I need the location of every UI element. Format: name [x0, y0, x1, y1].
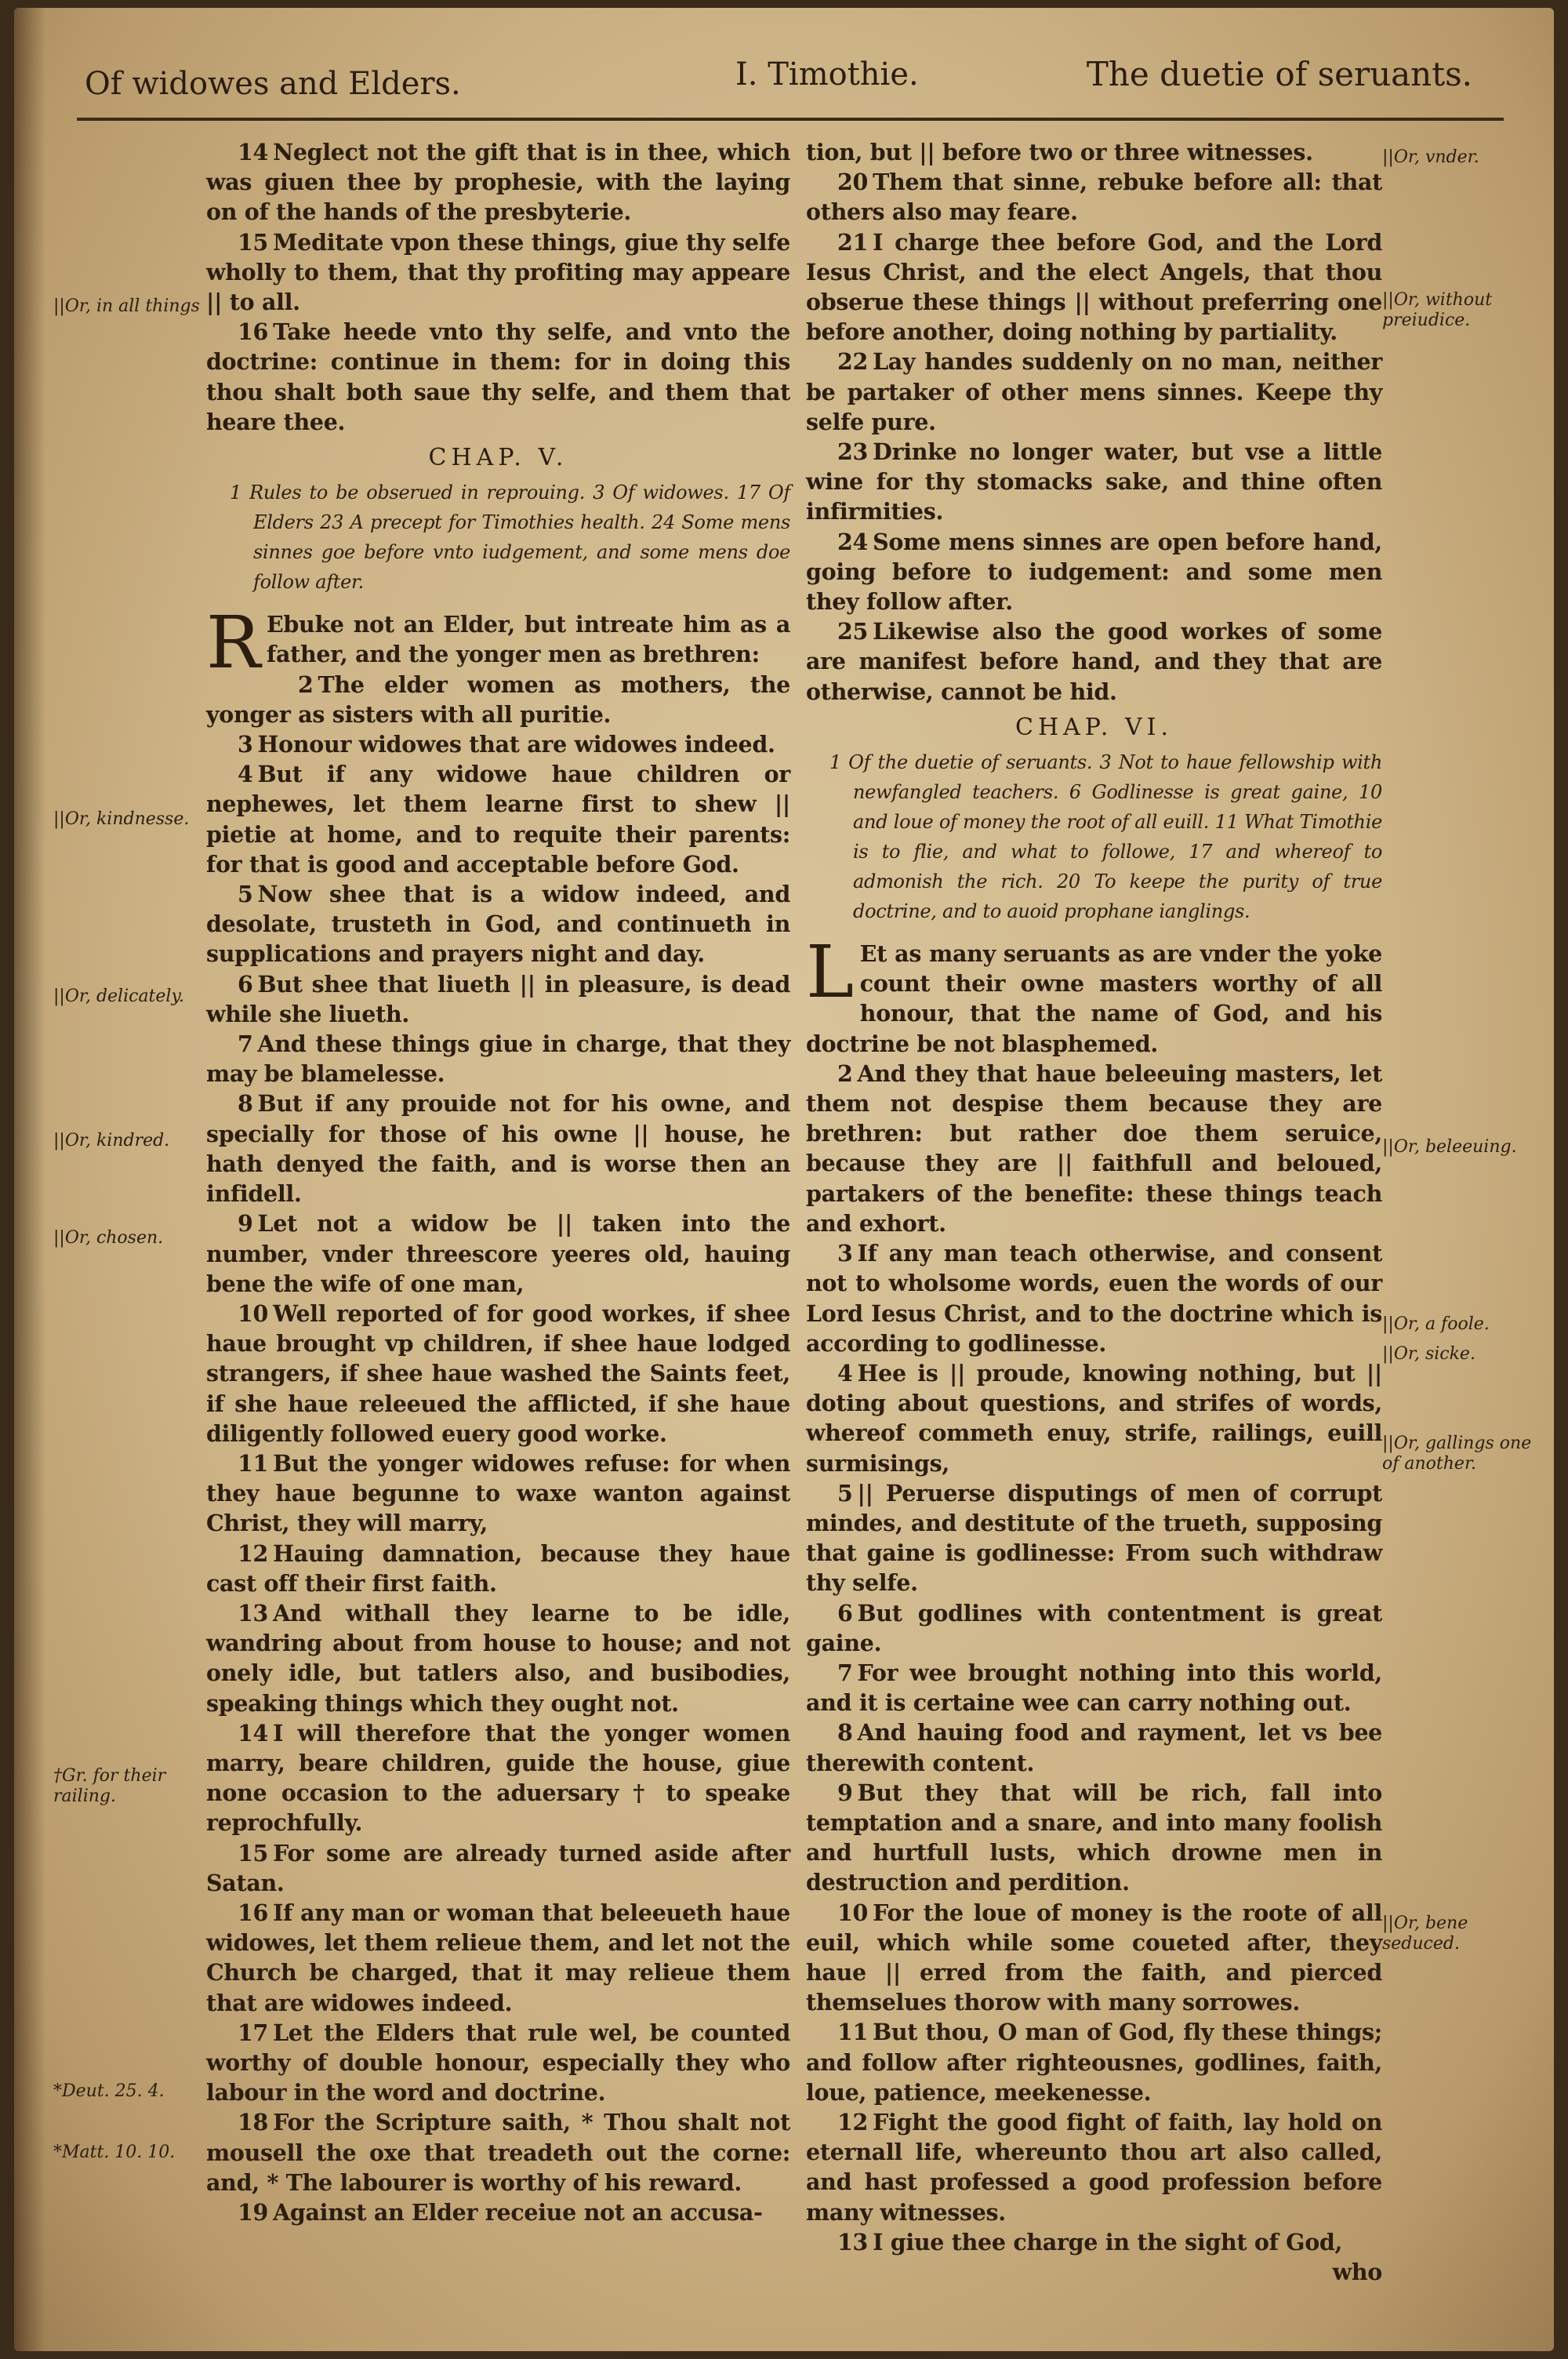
verse: 2 And they that haue beleeuing masters, let them not despise them because they are brethren: but rather doe them seruice, because they are || faithfull and beloued, partakers of the benefite: these things teach and exhort. — [806, 1060, 1382, 1237]
margin-note: ||Or, a foole. — [1382, 1314, 1490, 1334]
verse-first: L Et as many seruants as are vnder the yoke count their owne masters worthy of all honour, that the name of God, and his doctrine be not blasphemed. — [806, 930, 1382, 1057]
verse: 11 But the yonger widowes refuse: for when they haue begunne to waxe wanton against Christ, they will marry, — [206, 1449, 790, 1537]
margin-note: ||Or, vnder. — [1382, 147, 1479, 167]
verse: 10 Well reported of for good workes, if shee haue brought vp children, if shee haue lodged strangers, if shee haue washed the Saints feet, if she haue releeued the afflicted, if she haue diligently followed euery good worke. — [206, 1299, 790, 1447]
catchword: who — [1332, 2259, 1382, 2285]
verse: 3 If any man teach otherwise, and consent not to wholsome words, euen the words of our Lord Iesus Christ, and to the doctrine which is according to godlinesse. — [806, 1240, 1382, 1357]
verse: 16 If any man or woman that beleeueth haue widowes, let them relieue them, and let not the Church be charged, that it may relieue them that are widowes indeed. — [206, 1899, 790, 2016]
verse: 20 Them that sinne, rebuke before all: that others also may feare. — [806, 169, 1382, 226]
verse: 6 But shee that liueth || in pleasure, is dead while she liueth. — [206, 970, 790, 1027]
verse: 14 Neglect not the gift that is in thee, which was giuen thee by prophesie, with the laying on of the hands of the presbyterie. — [206, 139, 790, 226]
margin-note: ||Or, delicately. — [53, 987, 184, 1006]
verse: 9 But they that will be rich, fall into temptation and a snare, and into many foolish and hurtfull lusts, which drowne men in destruction and perdition. — [806, 1779, 1382, 1896]
chapter-summary: 1 Rules to be obserued in reprouing. 3 Of widowes. 17 Of Elders 23 A precept for Timothies health. 24 Some mens sinnes goe before vnto iudgement, and some mens doe follow after. — [230, 482, 790, 594]
verse: 19 Against an Elder receiue not an accusa- — [238, 2199, 763, 2226]
header-left: Of widowes and Elders. — [85, 66, 461, 102]
chapter-heading: CHAP. VI. — [1014, 713, 1173, 741]
verse: 4 But if any widowe haue children or nephewes, let them learne first to shew || pietie at home, and to requite their parents: for that is good and acceptable before God. — [206, 761, 790, 878]
margin-note: ||Or, in all things — [53, 296, 200, 316]
verse-continuation: tion, but || before two or three witnesses. — [806, 139, 1313, 165]
verse: 9 Let not a widow be || taken into the number, vnder threescore yeeres old, hauing bene the wife of one man, — [206, 1210, 790, 1297]
verse: 14 I will therefore that the yonger women marry, beare children, guide the house, giue none occasion to the aduersary † to speake reprochfully. — [206, 1719, 790, 1837]
verse: 6 But godlines with contentment is great gaine. — [806, 1599, 1382, 1656]
bible-page — [14, 8, 1554, 2351]
header-rule — [77, 118, 1504, 121]
verse-first: R Ebuke not an Elder, but intreate him as a father, and the yonger men as brethren: — [206, 601, 790, 685]
verse: 11 But thou, O man of God, fly these things; and follow after righteousnes, godlines, faith, loue, patience, meekenesse. — [806, 2019, 1382, 2106]
margin-note: ||Or, chosen. — [53, 1228, 164, 1248]
verse: 25 Likewise also the good workes of some are manifest before hand, and they that are otherwise, cannot be hid. — [806, 618, 1382, 705]
verse: 7 For wee brought nothing into this world, and it is certaine wee can carry nothing out. — [806, 1659, 1382, 1717]
margin-note: *Deut. 25. 4. — [53, 2081, 165, 2101]
margin-note: ||Or, kindnesse. — [53, 809, 190, 829]
verse: 23 Drinke no longer water, but vse a little wine for thy stomacks sake, and thine often infirmities. — [806, 438, 1382, 525]
verse: 5 Now shee that is a widow indeed, and desolate, trusteth in God, and continueth in supplications and prayers night and day. — [206, 881, 790, 968]
margin-note: ||Or, gallings one of another. — [1382, 1434, 1532, 1474]
verse: 4 Hee is || proude, knowing nothing, but || doting about questions, and strifes of words, whereof commeth enuy, strife, railings, euill surmisings, — [806, 1359, 1382, 1477]
margin-note: ||Or, beleeuing. — [1382, 1137, 1517, 1157]
verse: 7 And these things giue in charge, that they may be blamelesse. — [206, 1030, 790, 1088]
margin-note: ||Or, sicke. — [1382, 1344, 1475, 1364]
binding-shadow — [14, 8, 45, 2351]
verse: 8 And hauing food and rayment, let vs bee therewith content. — [806, 1719, 1382, 1776]
verse: 5 || Peruerse disputings of men of corrupt mindes, and destitute of the trueth, supposing that gaine is godlinesse: From such withdraw thy selfe. — [806, 1479, 1382, 1597]
verse: 17 Let the Elders that rule wel, be counted worthy of double honour, especially they who labour in the word and doctrine. — [206, 2019, 790, 2106]
verse: 13 I giue thee charge in the sight of God, — [837, 2228, 1343, 2255]
chapter-heading: CHAP. V. — [428, 444, 568, 472]
running-header — [77, 39, 1488, 110]
verse: 18 For the Scripture saith, * Thou shalt not mousell the oxe that treadeth out the corne: and, * The labourer is worthy of his reward. — [206, 2109, 790, 2196]
verse: 2 The elder women as mothers, the yonger as sisters with all puritie. — [206, 671, 790, 728]
verse: 22 Lay handes suddenly on no man, neither be partaker of other mens sinnes. Keepe thy selfe pure. — [806, 348, 1382, 435]
verse: 15 Meditate vpon these things, giue thy selfe wholly to them, that thy profiting may appeare || to all. — [206, 228, 790, 316]
verse: 8 But if any prouide not for his owne, and specially for those of his owne || house, he hath denyed the faith, and is worse then an infidell. — [206, 1090, 790, 1208]
margin-note: ||Or, bene seduced. — [1382, 1914, 1468, 1954]
header-center: I. Timothie. — [735, 56, 919, 93]
verse: 3 Honour widowes that are widowes indeed. — [238, 731, 775, 758]
verse: 13 And withall they learne to be idle, wandring about from house to house; and not onely idle, but tatlers also, and busibodies, speaking things which they ought not. — [206, 1599, 790, 1717]
drop-cap: L — [806, 930, 854, 1015]
margin-note: *Matt. 10. 10. — [53, 2143, 176, 2162]
drop-cap: R — [206, 601, 260, 685]
verse: 24 Some mens sinnes are open before hand, going before to iudgement: and some men they follow after. — [806, 528, 1382, 616]
verse: 10 For the loue of money is the roote of all euil, which while some coueted after, they haue || erred from the faith, and pierced themselues thorow with many sorrowes. — [806, 1899, 1382, 2016]
margin-note: †Gr. for their railing. — [53, 1766, 166, 1806]
right-column — [806, 137, 1382, 2287]
verse: 12 Hauing damnation, because they haue cast off their first faith. — [206, 1539, 790, 1597]
margin-note: ||Or, without preiudice. — [1382, 290, 1493, 330]
left-column — [206, 137, 790, 2227]
verse: 21 I charge thee before God, and the Lord Iesus Christ, and the elect Angels, that thou obserue these things || without preferring one before another, doing nothing by partiality. — [806, 228, 1382, 346]
chapter-summary: 1 Of the duetie of seruants. 3 Not to haue fellowship with newfangled teachers. 6 Godlinesse is great gaine, 10 and loue of money the root of all euill. 11 What Timothie is to flie, and what to followe, 17 and whereof to admonish the rich. 20 To keepe the purity of true doctrine, and to auoid prophane ianglings. — [829, 751, 1382, 923]
verse: 15 For some are already turned aside after Satan. — [206, 1839, 790, 1896]
margin-note: ||Or, kindred. — [53, 1131, 170, 1150]
verse: 16 Take heede vnto thy selfe, and vnto the doctrine: continue in them: for in doing this thou shalt both saue thy selfe, and them that heare thee. — [206, 318, 790, 435]
header-right: The duetie of seruants. — [1086, 55, 1472, 93]
verse: 12 Fight the good fight of faith, lay hold on eternall life, whereunto thou art also called, and hast professed a good profession before many witnesses. — [806, 2108, 1382, 2226]
